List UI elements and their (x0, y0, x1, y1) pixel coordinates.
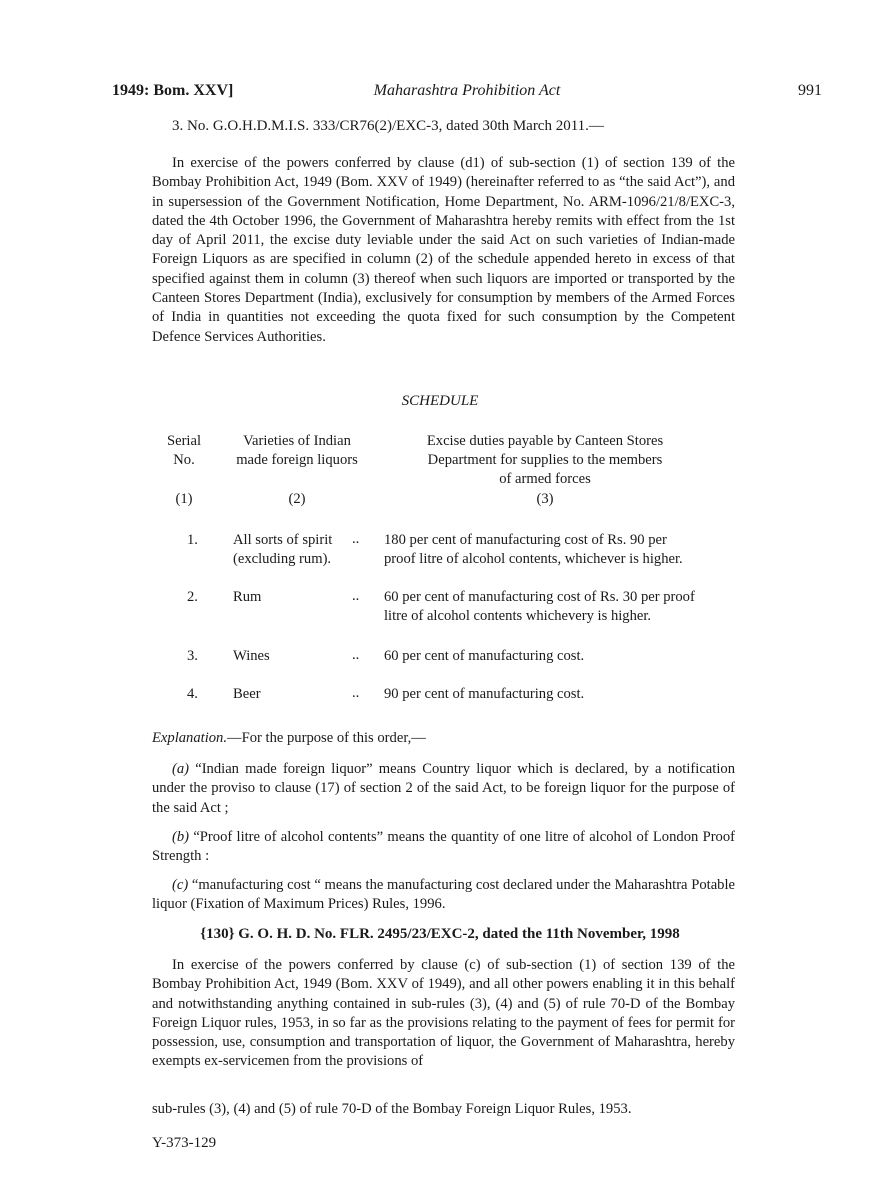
page-number: 991 (798, 82, 822, 99)
row-duty: 180 per cent of manufacturing cost of Rs. 90 per proof litre of alcohol contents, whichever is higher. (384, 532, 683, 567)
header-act-reference: 1949: Bom. XXV] (112, 82, 234, 99)
item-text: “manufacturing cost “ means the manufacturing cost declared under the Maharashtra Potable liquor (Fixation of Maximum Prices) Rules, 1996. (152, 877, 735, 913)
row-serial: 2. (187, 589, 198, 605)
order-body-text-end: sub-rules (3), (4) and (5) of rule 70-D of the Bombay Foreign Liquor Rules, 1953. (152, 1101, 632, 1117)
row-leader-dots: .. (352, 531, 360, 547)
order-body (152, 956, 735, 1072)
row-duty: 60 per cent of manufacturing cost. (384, 648, 585, 664)
notification-title (172, 118, 604, 135)
notification-body (152, 154, 735, 347)
item-marker: (a) (172, 761, 190, 777)
column-heading-variety: Varieties of Indian made foreign liquors (236, 433, 358, 468)
explanation-item-c (152, 876, 735, 915)
column-number-3: (3) (536, 491, 554, 507)
item-text: “Proof litre of alcohol contents” means the quantity of one litre of alcohol of London Proof Strength : (152, 829, 736, 865)
column-heading-duty: Excise duties payable by Canteen Stores Department for supplies to the members of armed forces (426, 433, 664, 487)
row-variety: Wines (233, 648, 270, 664)
explanation-item-b (152, 828, 735, 867)
order-body-last-line (152, 1100, 735, 1119)
row-variety: Beer (233, 686, 261, 702)
running-header (112, 82, 822, 106)
column-number-1: (1) (175, 491, 193, 507)
explanation-intro-text: —For the purpose of this order,— (227, 730, 426, 746)
column-number-2: (2) (288, 491, 306, 507)
item-text: “Indian made foreign liquor” means Country liquor which is declared, by a notification under the proviso to clause (17) of section 2 of the said Act, to be foreign liquor for the purpose of the said Act ; (152, 761, 735, 816)
row-variety: Rum (233, 589, 262, 605)
notification-body-text: In exercise of the powers conferred by clause (d1) of sub-section (1) of section 139 of the Bombay Prohibition Act, 1949 (Bom. XXV of 1949) (hereinafter referred to as “the said Act”), and in supersession of the Government Notification, Home Department, No. ARM-1096/21/8/EXC-3, dated the 4th October 1996, the Government of Maharashtra hereby remits with effect from the 1st day of April 2011, the excise duty leviable under the said Act on such varieties of Indian-made Foreign Liquors as are specified in column (2) of the schedule appended hereto in excess of that specified against them in column (3) thereof when such liquors are imported or transported by the Canteen Stores Department (India), exclusively for consumption by members of the Armed Forces of India in quantities not exceeding the quota fixed for such consumption by the Competent Defence Services Authorities. (152, 155, 735, 345)
explanation-label: Explanation. (152, 730, 227, 746)
row-duty: 90 per cent of manufacturing cost. (384, 686, 585, 702)
row-serial: 3. (187, 648, 198, 664)
row-serial: 1. (187, 532, 198, 548)
row-variety: All sorts of spirit (excluding rum). (233, 532, 333, 567)
header-act-title: Maharashtra Prohibition Act (373, 82, 561, 99)
row-duty: 60 per cent of manufacturing cost of Rs. 30 per proof litre of alcohol contents whichevery is higher. (384, 589, 695, 624)
row-leader-dots: .. (352, 685, 360, 701)
schedule-title: SCHEDULE (401, 393, 479, 409)
footer-code: Y-373-129 (152, 1135, 217, 1151)
column-heading-serial: Serial No. (166, 433, 202, 468)
item-marker: (b) (172, 829, 190, 845)
order-body-text: In exercise of the powers conferred by clause (c) of sub-section (1) of section 139 of the Bombay Prohibition Act, 1949 (Bom. XXV of 1949), and all other powers enabling it in this behalf and notwithstanding anything contained in sub-rules (3), (4) and (5) of rule 70-D of the Bombay Foreign Liquor rules, 1953, in so far as the provisions relating to the payment of fees for permit for possession, use, consumption and transportation of liquor, the Government of Maharashtra, hereby exempts ex-servicemen from the provisions of (152, 957, 735, 1070)
row-leader-dots: .. (352, 647, 360, 663)
item-marker: (c) (172, 877, 189, 893)
row-leader-dots: .. (352, 588, 360, 604)
notification-title-text: 3. No. G.O.H.D.M.I.S. 333/CR76(2)/EXC-3, dated 30th March 2011.— (172, 118, 604, 134)
explanation-item-a (152, 760, 735, 818)
row-serial: 4. (187, 686, 198, 702)
explanation-intro (152, 729, 735, 748)
order-heading: {130} G. O. H. D. No. FLR. 2495/23/EXC-2, dated the 11th November, 1998 (200, 926, 680, 942)
